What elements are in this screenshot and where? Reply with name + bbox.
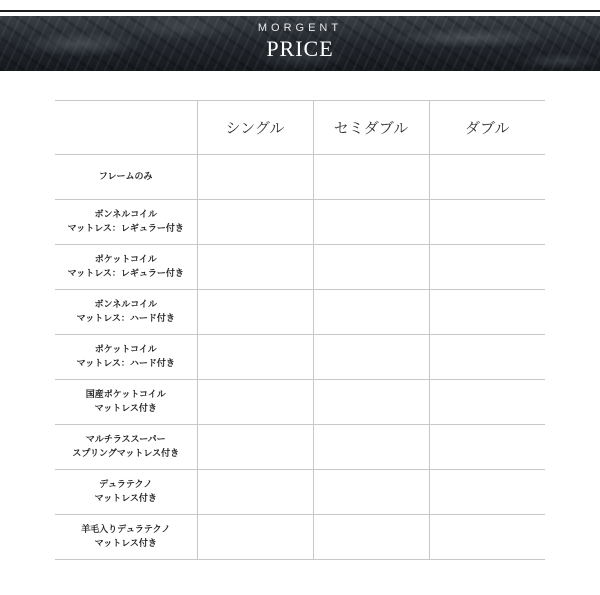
row-label-line: マットレス付き [94, 539, 157, 549]
price-cell-semi-double [313, 290, 429, 335]
price-cell-single [197, 200, 313, 245]
row-label-line: マットレス：レギュラー付き [67, 224, 184, 234]
row-label-wool-duratechno [55, 515, 197, 560]
price-banner [0, 16, 600, 71]
row-label-line: マットレス：レギュラー付き [67, 269, 184, 279]
table-row [55, 200, 545, 245]
price-cell-semi-double [313, 425, 429, 470]
price-cell-double [429, 515, 545, 560]
price-cell-single [197, 470, 313, 515]
row-label-line: 羊毛入りデュラテクノ [81, 525, 171, 535]
price-cell-semi-double [313, 515, 429, 560]
price-cell-semi-double [313, 380, 429, 425]
price-cell-semi-double [313, 155, 429, 200]
price-cell-semi-double [313, 470, 429, 515]
price-cell-double [429, 155, 545, 200]
row-label-line: フレームのみ [98, 172, 153, 182]
price-cell-semi-double [313, 200, 429, 245]
price-cell-double [429, 380, 545, 425]
row-label-line: ポケットコイル [94, 345, 157, 355]
price-cell-single [197, 515, 313, 560]
row-label-pocket-hard [55, 335, 197, 380]
price-cell-single [197, 335, 313, 380]
header-cell-semi-double: セミダブル [313, 101, 429, 155]
row-label-bonnell-hard [55, 290, 197, 335]
row-label-duratechno [55, 470, 197, 515]
table-row [55, 155, 545, 200]
header-cell-double: ダブル [429, 101, 545, 155]
row-label-line: マットレス：ハード付き [76, 314, 175, 324]
row-label-line: マルチラススーパー [85, 435, 166, 445]
row-label-line: スプリングマットレス付き [72, 449, 180, 459]
row-label-line: マットレス：ハード付き [76, 359, 175, 369]
price-cell-single [197, 425, 313, 470]
page-title: PRICE [266, 36, 334, 61]
row-label-domestic-pocket [55, 380, 197, 425]
price-cell-double [429, 425, 545, 470]
price-cell-single [197, 155, 313, 200]
row-label-bonnell-regular [55, 200, 197, 245]
row-label-pocket-regular [55, 245, 197, 290]
price-cell-double [429, 290, 545, 335]
top-rule [0, 10, 600, 12]
table-row [55, 245, 545, 290]
brand-name: MORGENT [257, 22, 343, 34]
table-row [55, 335, 545, 380]
price-cell-double [429, 335, 545, 380]
row-label-line: 国産ポケットコイル [85, 390, 166, 400]
header-cell-empty [55, 101, 197, 155]
row-label-multi-lath [55, 425, 197, 470]
table-header-row [55, 101, 545, 155]
row-label-line: マットレス付き [94, 494, 157, 504]
row-label-line: デュラテクノ [99, 480, 153, 490]
price-cell-double [429, 245, 545, 290]
price-cell-double [429, 470, 545, 515]
table-row [55, 380, 545, 425]
price-cell-single [197, 380, 313, 425]
price-table [55, 100, 545, 560]
table-row [55, 470, 545, 515]
row-label-line: マットレス付き [94, 404, 157, 414]
price-cell-semi-double [313, 335, 429, 380]
table-row [55, 425, 545, 470]
table-row [55, 290, 545, 335]
row-label-line: ポケットコイル [94, 255, 157, 265]
price-cell-single [197, 245, 313, 290]
row-label-frame-only [55, 155, 197, 200]
price-cell-single [197, 290, 313, 335]
row-label-line: ボンネルコイル [94, 300, 157, 310]
table-row [55, 515, 545, 560]
price-cell-double [429, 200, 545, 245]
row-label-line: ボンネルコイル [94, 210, 157, 220]
header-cell-single: シングル [197, 101, 313, 155]
price-cell-semi-double [313, 245, 429, 290]
